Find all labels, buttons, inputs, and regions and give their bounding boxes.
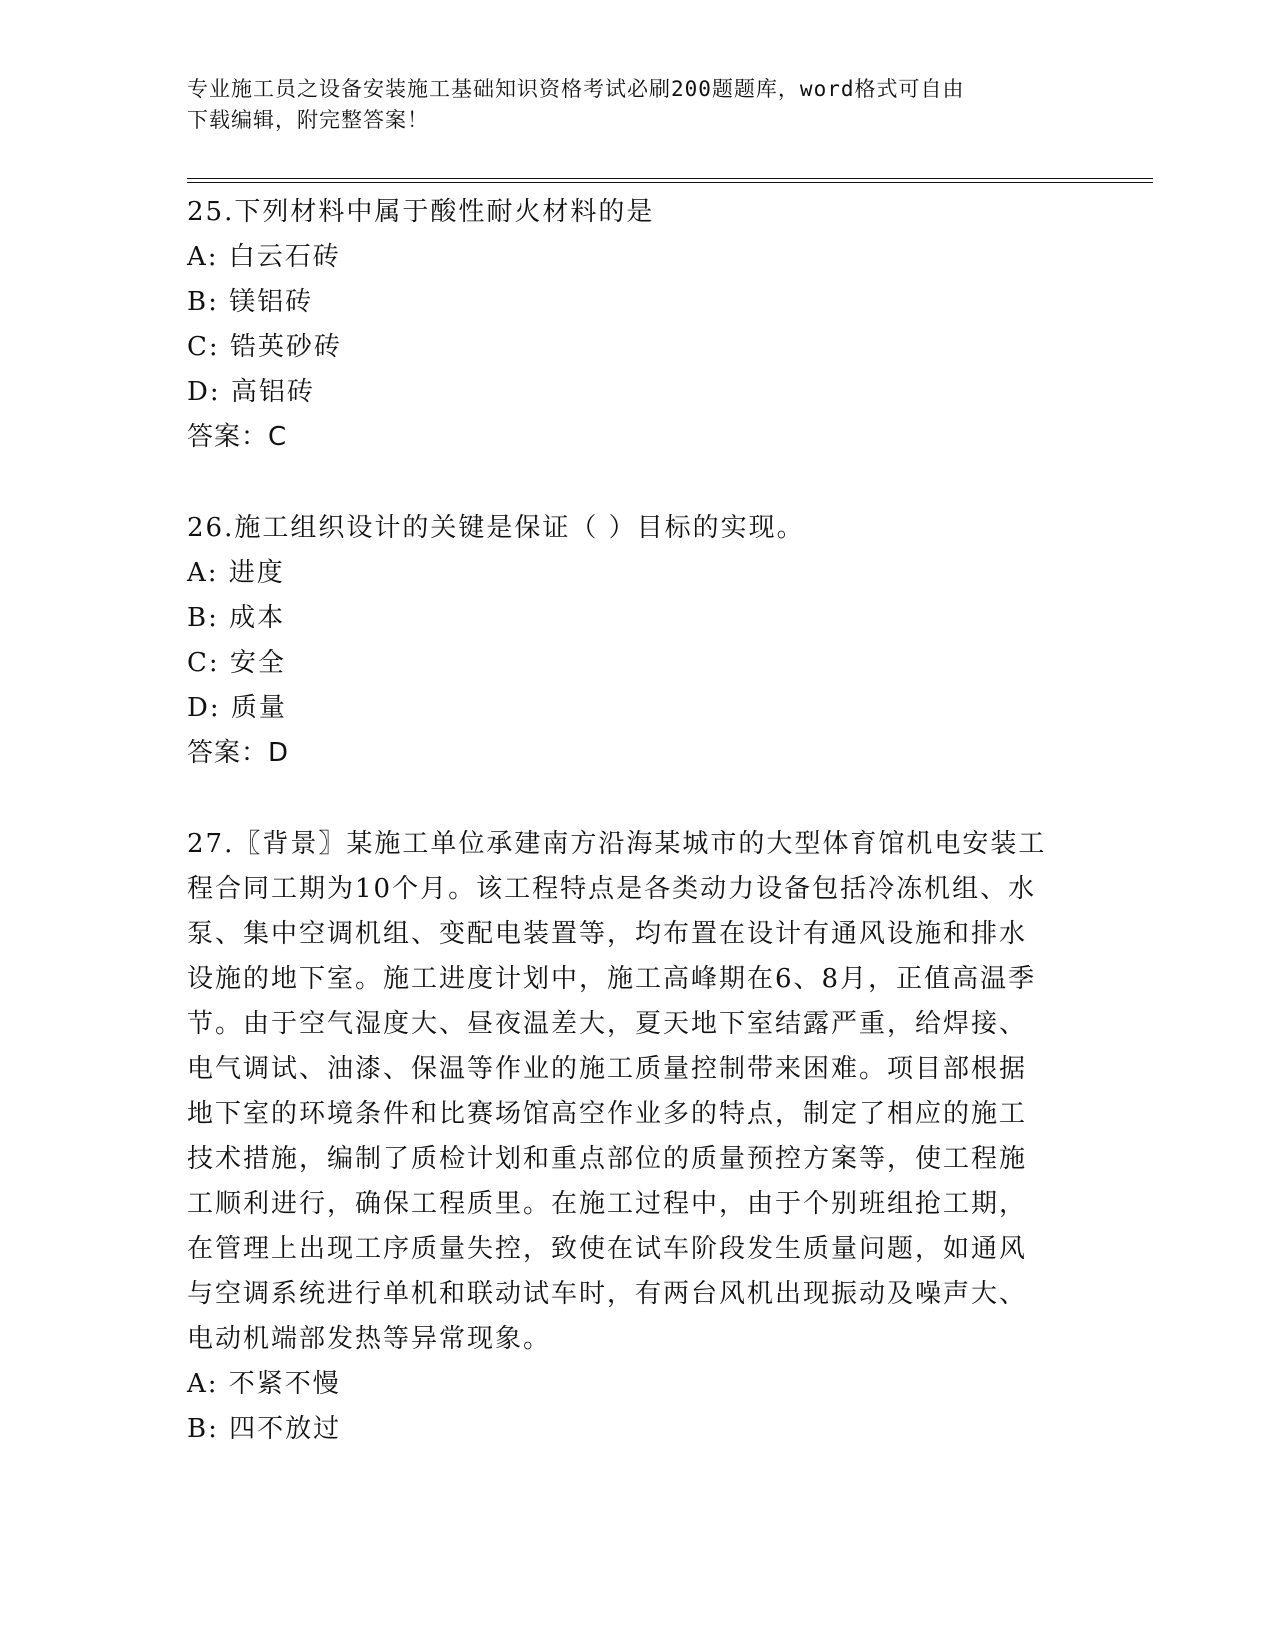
document-header bbox=[187, 74, 1067, 136]
option-c: C: 锆英砂砖 bbox=[187, 332, 342, 362]
option-a: A: 进度 bbox=[187, 558, 285, 588]
option-b: B: 四不放过 bbox=[187, 1414, 342, 1444]
question-text-line: 地下室的环境条件和比赛场馆高空作业多的特点，制定了相应的施工 bbox=[187, 1099, 1028, 1129]
question-text-line: 程合同工期为10个月。该工程特点是各类动力设备包括冷冻机组、水 bbox=[187, 874, 1037, 904]
spacer bbox=[187, 460, 1087, 506]
question-text-line: 与空调系统进行单机和联动试车时，有两台风机出现振动及噪声大、 bbox=[187, 1279, 1028, 1309]
question-text-line: 工顺利进行，确保工程质里。在施工过程中，由于个别班组抢工期， bbox=[187, 1189, 1028, 1219]
header-line-1: 专业施工员之设备安装施工基础知识资格考试必刷200题题库，word格式可自由 bbox=[187, 77, 965, 101]
question-text-line: 电气调试、油漆、保温等作业的施工质量控制带来困难。项目部根据 bbox=[187, 1054, 1028, 1084]
option-d: D: 质量 bbox=[187, 693, 287, 723]
question-text-line: 节。由于空气湿度大、昼夜温差大，夏天地下室结露严重，给焊接、 bbox=[187, 1009, 1028, 1039]
option-b: B: 镁铝砖 bbox=[187, 287, 314, 317]
question-text-line: 技术措施，编制了质检计划和重点部位的质量预控方案等，使工程施 bbox=[187, 1144, 1028, 1174]
question-text: 26.施工组织设计的关键是保证（ ）目标的实现。 bbox=[187, 513, 805, 543]
header-line-2: 下载编辑，附完整答案！ bbox=[187, 108, 429, 132]
answer: 答案：D bbox=[187, 738, 290, 768]
question-list bbox=[187, 190, 1087, 1452]
question-27 bbox=[187, 822, 1087, 1452]
question-text-line: 在管理上出现工序质量失控，致使在试车阶段发生质量问题，如通风 bbox=[187, 1234, 1028, 1264]
option-d: D: 高铝砖 bbox=[187, 377, 315, 407]
question-26 bbox=[187, 506, 1087, 776]
question-text-line: 泵、集中空调机组、变配电装置等，均布置在设计有通风设施和排水 bbox=[187, 919, 1028, 949]
question-text-line: 电动机端部发热等异常现象。 bbox=[187, 1324, 552, 1354]
option-b: B: 成本 bbox=[187, 603, 286, 633]
question-25 bbox=[187, 190, 1087, 460]
header-divider-top bbox=[187, 178, 1153, 179]
question-text-line: 设施的地下室。施工进度计划中，施工高峰期在6、8月，正值高温季 bbox=[187, 964, 1037, 994]
option-c: C: 安全 bbox=[187, 648, 286, 678]
question-text: 25.下列材料中属于酸性耐火材料的是 bbox=[187, 197, 655, 227]
question-text-line: 27.〖背景〗某施工单位承建南方沿海某城市的大型体育馆机电安装工 bbox=[187, 829, 1047, 859]
answer: 答案：C bbox=[187, 422, 288, 452]
spacer bbox=[187, 776, 1087, 822]
header-divider-bottom bbox=[187, 182, 1153, 183]
option-a: A: 不紧不慢 bbox=[187, 1369, 341, 1399]
option-a: A: 白云石砖 bbox=[187, 242, 341, 272]
